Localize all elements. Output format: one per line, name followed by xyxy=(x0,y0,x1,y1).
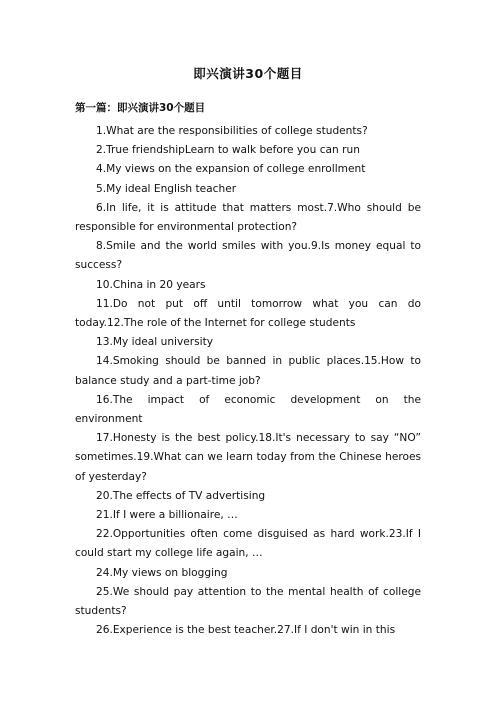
paragraph-15: 22.Opportunities often come disguised as hard work.23.If I could start my college life again, … xyxy=(75,528,421,560)
paragraph-1: 1.What are the responsibilities of college students? xyxy=(96,125,368,137)
paragraph-4: 5.My ideal English teacher xyxy=(96,182,237,195)
document-title: 即兴演讲30个题目 xyxy=(193,66,303,81)
paragraph-11: 16.The impact of economic development on the environment xyxy=(75,393,421,426)
paragraph-9: 13.My ideal university xyxy=(96,336,214,349)
paragraph-14: 21.If I were a billionaire, … xyxy=(96,509,238,522)
paragraph-18: 26.Experience is the best teacher.27.If I don't win in this xyxy=(96,624,396,637)
paragraph-5: 6.In life, it is attitude that matters most.7.Who should be responsible for environmental protection? xyxy=(75,201,421,234)
paragraph-2: 2.True friendshipLearn to walk before you can run xyxy=(96,144,360,157)
paragraph-10: 14.Smoking should be banned in public places.15.How to balance study and a part-time job? xyxy=(75,355,421,387)
paragraph-13: 20.The effects of TV advertising xyxy=(96,489,266,502)
paragraph-8: 11.Do not put off until tomorrow what you can do today.12.The role of the Internet for college students xyxy=(75,297,421,330)
paragraph-16: 24.My views on blogging xyxy=(96,566,228,579)
paragraph-3: 4.My views on the expansion of college enrollment xyxy=(96,163,366,176)
paragraph-17: 25.We should pay attention to the mental health of college students? xyxy=(75,585,421,618)
paragraph-7: 10.China in 20 years xyxy=(96,278,206,291)
paragraph-12: 17.Honesty is the best policy.18.It's necessary to say “NO” sometimes.19.What can we learn today from the Chinese heroes of yesterday? xyxy=(75,432,421,483)
paragraph-6: 8.Smile and the world smiles with you.9.Is money equal to success? xyxy=(75,240,421,272)
section-heading: 第一篇：即兴演讲30个题目 xyxy=(75,102,206,114)
